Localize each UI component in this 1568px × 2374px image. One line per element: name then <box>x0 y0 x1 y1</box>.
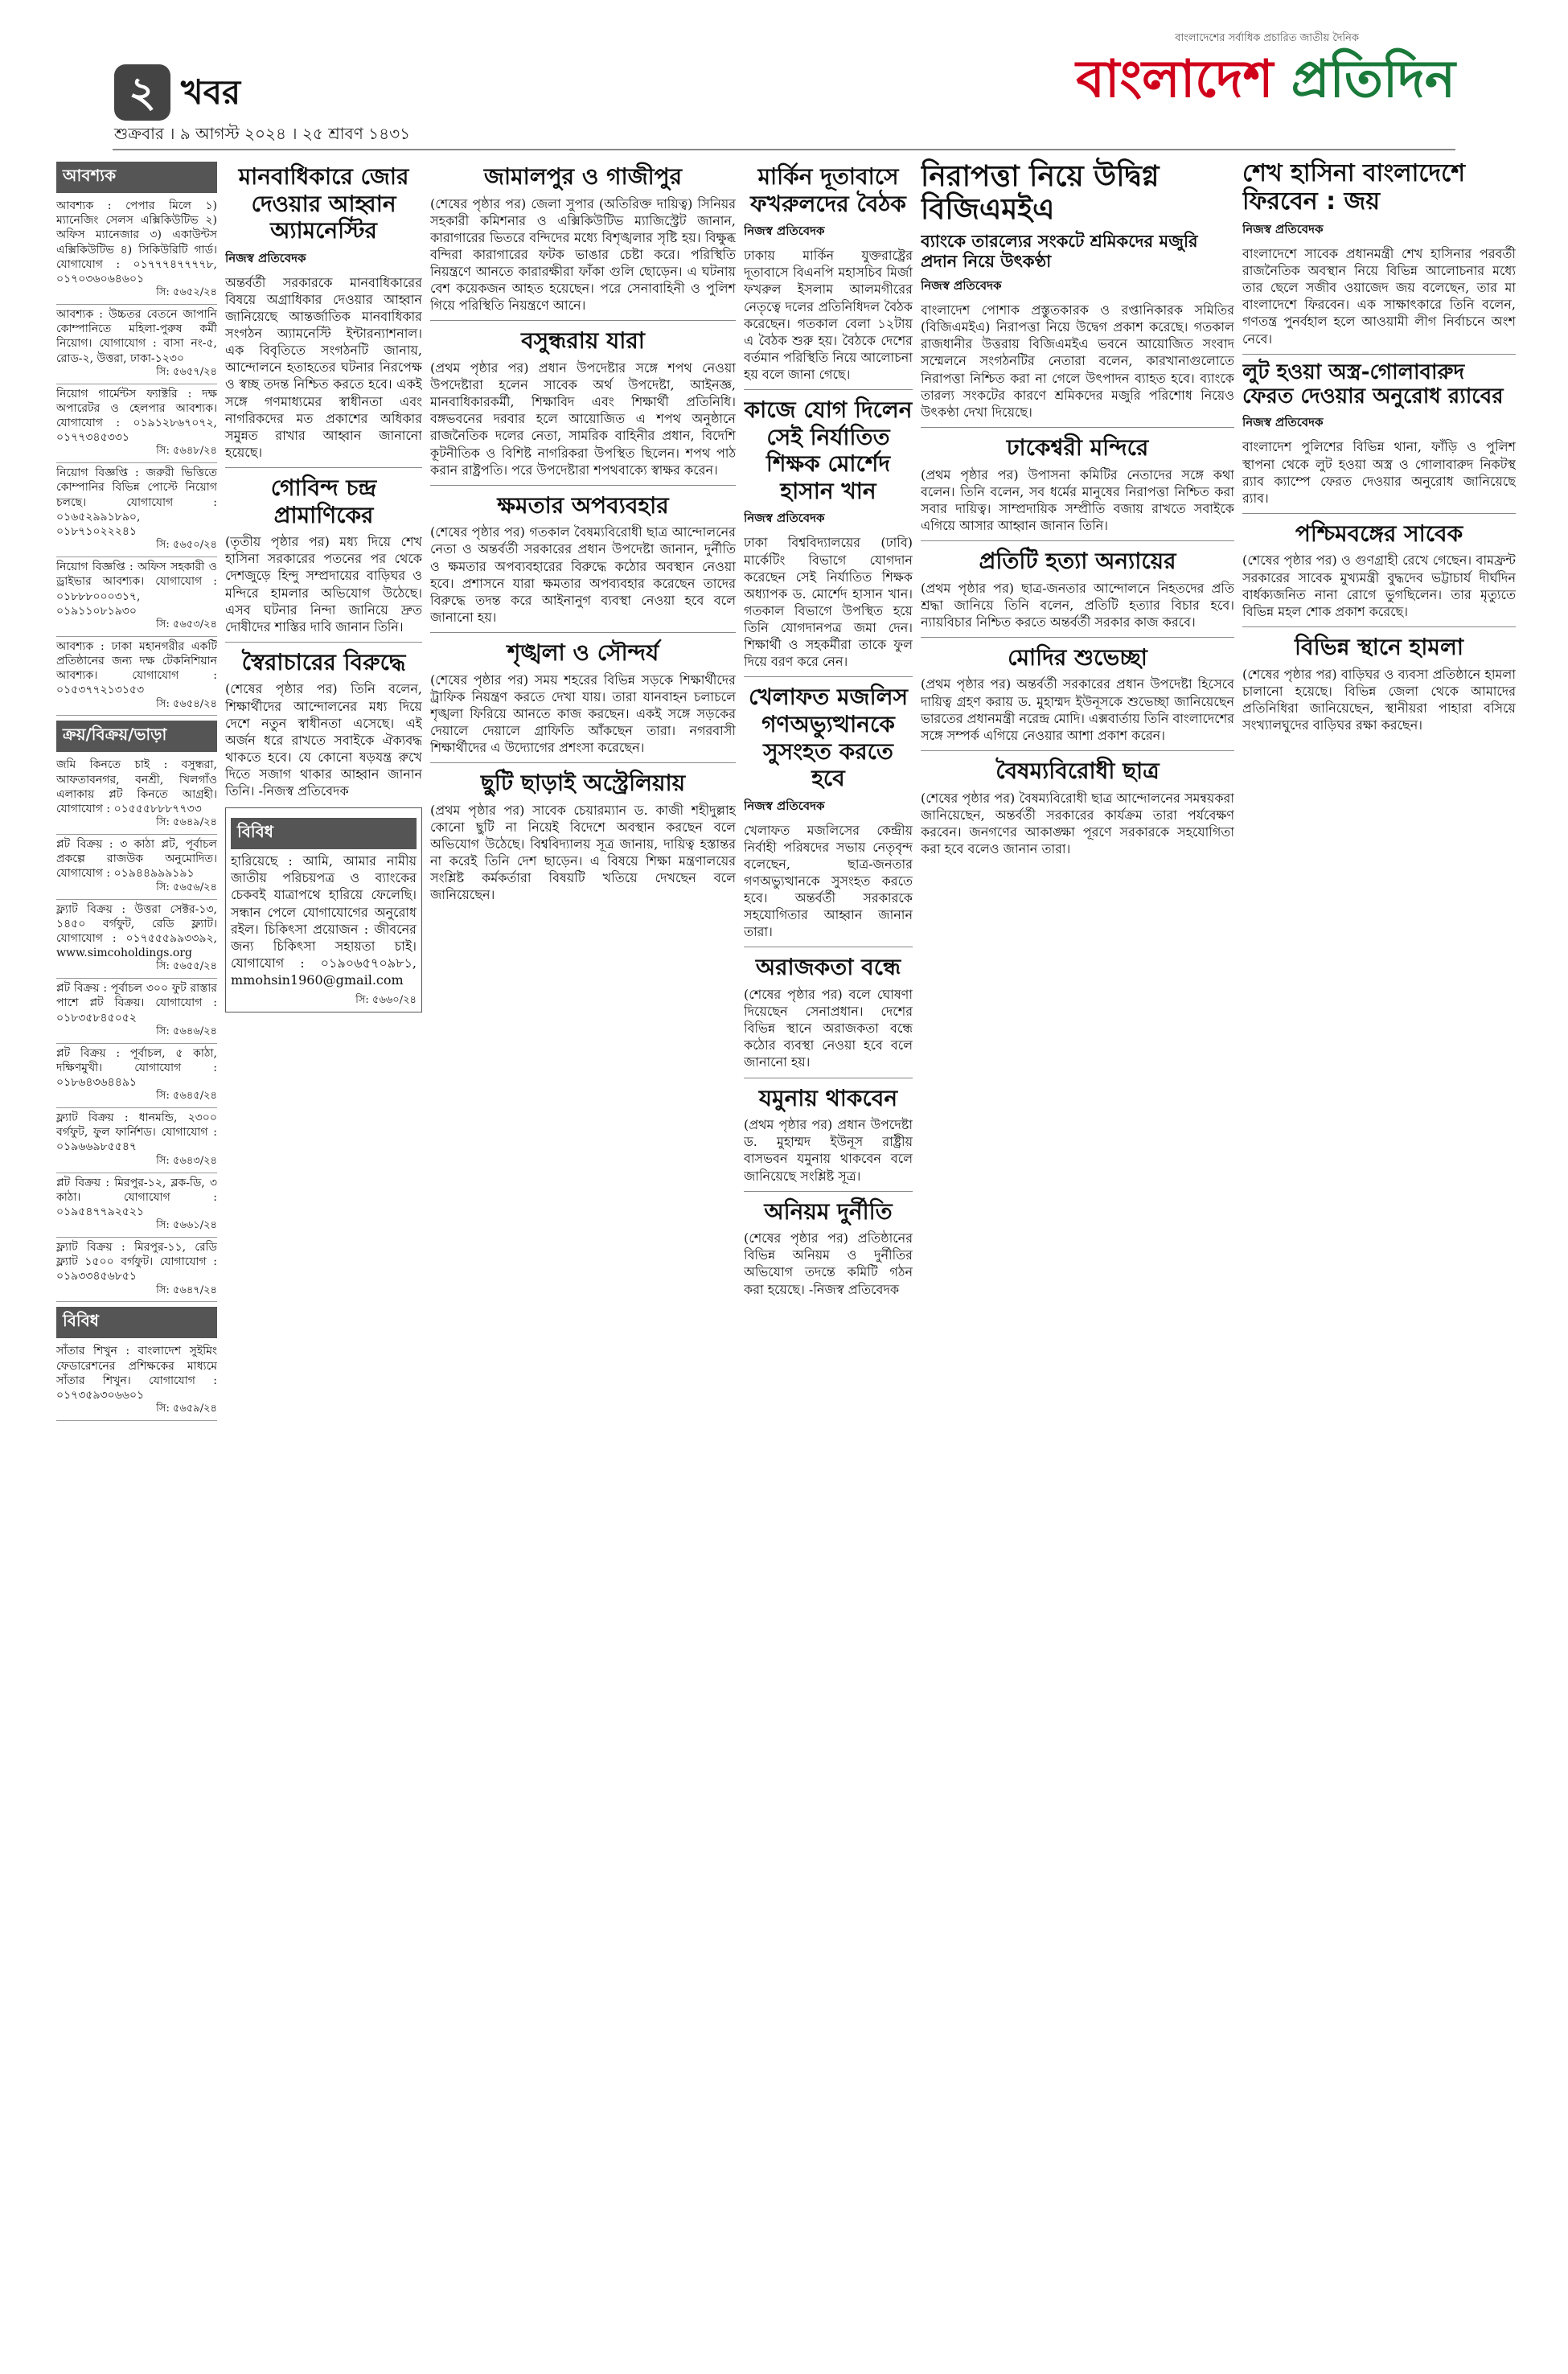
headline: বসুন্ধরায় যারা <box>521 327 645 355</box>
divider <box>921 540 1234 541</box>
classified-ad <box>56 557 217 637</box>
header-rule <box>113 149 1455 150</box>
article-body: ঢাকায় মার্কিন যুক্তরাষ্ট্রের দূতাবাসে বিএনপি মহাসচিব মির্জা ফখরুল ইসলাম আলমগীরের নেতৃত্বে দলের প্রতিনিধিদল বৈঠক করেছেন। গতকাল বেলা ১২টায় এ বৈঠক শুরু হয়। বৈঠকে দেশের বর্তমান পরিস্থিতি নিয়ে আলোচনা হয় বলে জানা গেছে। <box>744 248 913 382</box>
classifieds-column <box>56 157 217 2344</box>
article-body: (প্রথম পৃষ্ঠার পর) উপাসনা কমিটির নেতাদের সঙ্গে কথা বলেন। তিনি বলেন, সব ধর্মের মানুষের নিরাপত্তা নিশ্চিত করা সবার দায়িত্ব। সাম্প্রদায়িক সম্প্রীতি বজায় রাখতে সবাইকে এগিয়ে আসার আহ্বান জানান তিনি। <box>921 466 1234 533</box>
masthead-logo <box>1076 40 1455 126</box>
ad-number: সি: ৫৬৪৬/২৪ <box>156 1025 217 1037</box>
ad-text: আবশ্যক : পেপার মিলে ১) ম্যানেজিং সেলস এক্সিকিউটিভ ২) অফিস ম্যানেজার ৩) একাউন্টস এক্সিকিউটিভ ৪) সিকিউরিটি গার্ড। যোগাযোগ : ০১৭৭৭৪৭৭৭৭৮, ০১৭০৩৬০৬৪৬০১ <box>56 199 217 285</box>
ad-text: জমি কিনতে চাই : বসুন্ধরা, আফতাবনগর, বনশ্রী, খিলগাঁও এলাকায় প্লট কিনতে আগ্রহী। যোগাযোগ : ০১৫৫৫৮৮৮৭৭৩৩ <box>56 758 217 815</box>
ad-number: সি: ৫৬৫০/২৪ <box>156 539 217 552</box>
headline: অনিয়ম দুর্নীতি <box>764 1197 893 1225</box>
ad-text: ফ্ল্যাট বিক্রয় : মিরপুর-১১, রেডি ফ্ল্যাট ১৫০০ বর্গফুট। যোগাযোগ : ০১৯৩৩৪৫৬৮৫১ <box>56 1240 217 1284</box>
ad-number: সি: ৫৬৬০/২৪ <box>355 994 417 1007</box>
divider <box>744 1191 913 1192</box>
article-body: বাংলাদেশে সাবেক প্রধানমন্ত্রী শেখ হাসিনার পরবর্তী রাজনৈতিক অবস্থান নিয়ে বিভিন্ন আলোচনার মধ্যে তার ছেলে সজীব ওয়াজেদ জয় বলেছেন, তার মা বাংলাদেশে ফিরবেন। এক সাক্ষাৎকারে তিনি বলেন, গণতন্ত্র পুনর্বহাল হলে আওয়ামী লীগ নির্বাচনে অংশ নেবে। <box>1242 246 1516 347</box>
classified-head-jobs: আবশ্যক <box>56 162 217 193</box>
headline: যমুনায় থাকবেন <box>758 1084 898 1111</box>
byline: নিজস্ব প্রতিবেদক <box>225 250 306 265</box>
divider <box>1242 513 1516 514</box>
headline: ছুটি ছাড়াই অস্ট্রেলিয়ায় <box>480 770 686 797</box>
divider <box>921 750 1234 751</box>
classified-ad <box>56 979 217 1043</box>
ad-text: প্লট বিক্রয় : মিরপুর-১২, ব্লক-ডি, ৩ কাঠা। যোগাযোগ : ০১৯৫৪৭৭৯২৫২১ <box>56 1176 217 1218</box>
logo-part2: প্রতিদিন <box>1291 50 1455 109</box>
ad-number: সি: ৫৬৪৯/২৪ <box>156 816 217 829</box>
divider <box>1242 626 1516 627</box>
article-body: খেলাফত মজলিসের কেন্দ্রীয় নির্বাহী পরিষদের সভায় নেতৃবৃন্দ বলেছেন, ছাত্র-জনতার গণঅভ্যুত্থানকে সুসংহত করতে হবে। অন্তর্বর্তী সরকারকে সহযোগিতার আহ্বান জানান তারা। <box>744 822 913 940</box>
article-body: বাংলাদেশ পুলিশের বিভিন্ন থানা, ফাঁড়ি ও পুলিশ স্থাপনা থেকে লুট হওয়া অস্ত্র ও গোলাবারুদ নিকটস্থ র‌্যাব ক্যাম্পে ফেরত দেওয়ার অনুরোধ জানিয়েছে র‌্যাব। <box>1242 439 1516 506</box>
dateline: শুক্রবার । ৯ আগস্ট ২০২৪ । ২৫ শ্রাবণ ১৪৩১ <box>114 124 411 143</box>
ad-number: সি: ৫৬৫৬/২৪ <box>156 881 217 893</box>
article-body: (শেষের পৃষ্ঠার পর) ও গুণগ্রাহী রেখে গেছেন। বামফ্রন্ট সরকারের সাবেক মুখ্যমন্ত্রী বুদ্ধদেব ভট্টাচার্য দীর্ঘদিন বার্ধক্যজনিত নানা রোগে ভুগছিলেন। তার মৃত্যুতে বিভিন্ন মহল শোক প্রকাশ করেছে। <box>1242 552 1516 619</box>
misc-box <box>225 807 422 1012</box>
classified-ad <box>56 900 217 980</box>
classified-ad <box>56 1108 217 1173</box>
ad-number: সি: ৫৬৪৩/২৪ <box>156 1154 217 1167</box>
ad-number: সি: ৫৬৪৫/২৪ <box>156 1090 217 1103</box>
ad-text: আবশ্যক : ঢাকা মহানগরীর একটি প্রতিষ্ঠানের জন্য দক্ষ টেকনিশিয়ান আবশ্যক। যোগাযোগ : ০১৫৩৭৭২১৩১৫৩ <box>56 639 217 697</box>
byline: নিজস্ব প্রতিবেদক <box>1242 415 1324 430</box>
headline: ঢাকেশ্বরী মন্দিরে <box>1006 433 1149 461</box>
ad-text: আবশ্যক : উচ্চতর বেতনে জাপানি কোম্পানিতে মহিলা-পুরুষ কর্মী নিয়োগ। যোগাযোগ : বাসা নং-৫, রোড-২, উত্তরা, ঢাকা-১২৩০ <box>56 308 217 365</box>
classified-ad <box>56 1044 217 1108</box>
classified-ad <box>56 755 217 835</box>
headline: প্রতিটি হত্যা অন্যায়ের <box>979 547 1176 574</box>
article-body: (শেষের পৃষ্ঠার পর) প্রতিষ্ঠানের বিভিন্ন অনিয়ম ও দুর্নীতির অভিযোগ তদন্তে কমিটি গঠন করা হয়েছে। -নিজস্ব প্রতিবেদক <box>744 1230 913 1297</box>
article-body: (প্রথম পৃষ্ঠার পর) সাবেক চেয়ারম্যান ড. কাজী শহীদুল্লাহ কোনো ছুটি না নিয়েই বিদেশে অবস্থান করছেন বলে অভিযোগ উঠেছে। বিশ্ববিদ্যালয় সূত্র জানায়, দায়িত্ব হস্তান্তর না করেই তিনি দেশ ছাড়েন। এ বিষয়ে শিক্ষা মন্ত্রণালয়ের সংশ্লিষ্ট কর্মকর্তারা বিষয়টি খতিয়ে দেখছেন বলে জানিয়েছেন। <box>430 802 736 903</box>
page-number: ২ <box>114 64 170 121</box>
article-body: (শেষের পৃষ্ঠার পর) বাড়িঘর ও ব্যবসা প্রতিষ্ঠানে হামলা চালানো হয়েছে। বিভিন্ন জেলা থেকে আমাদের প্রতিনিধিরা জানিয়েছেন, স্থানীয়রা পাহারা বসিয়ে সংখ্যালঘুদের বাড়িঘর রক্ষা করছেন। <box>1242 666 1516 733</box>
lead-subheadline: ব্যাংকে তারল্যের সংকটে শ্রমিকদের মজুরি প্রদান নিয়ে উৎকণ্ঠা <box>921 231 1198 271</box>
article-body: বাংলাদেশ পোশাক প্রস্তুতকারক ও রপ্তানিকারক সমিতির (বিজিএমইএ) নিরাপত্তা নিয়ে উদ্বেগ প্রকাশ করেছে। গতকাল রাজধানীর উত্তরায় বিজিএমইএ ভবনে আয়োজিত সংবাদ সম্মেলনে সংগঠনটির নেতারা বলেন, কারখানাগুলোতে নিরাপত্তা নিশ্চিত করা না গেলে উৎপাদন ব্যাহত হবে। ব্যাংকে তারল্য সংকটের কারণে শ্রমিকদের মজুরি পরিশোধ নিয়েও উৎকণ্ঠা দেখা দিয়েছে। <box>921 302 1234 420</box>
divider <box>921 427 1234 428</box>
headline: বৈষম্যবিরোধী ছাত্র <box>995 757 1160 784</box>
classified-ad <box>56 305 217 384</box>
misc-box-text: হারিয়েছে : আমি, আমার নামীয় জাতীয় পরিচয়পত্র ও ব্যাংকের চেকবই যাত্রাপথে হারিয়ে ফেলেছি। সন্ধান পেলে যোগাযোগের অনুরোধ রইল। চিকিৎসা প্রয়োজন : জীবনের জন্য চিকিৎসা সহায়তা চাই। যোগাযোগ : ০১৯০৬৫৭০৯৮১, mmohsin1960@gmail.com <box>231 853 417 988</box>
ad-text: প্লট বিক্রয় : ৩ কাঠা প্লট, পূর্বাচল প্রকল্পে রাজউক অনুমোদিত। যোগাযোগ : ০১৯৪৪৯৯৯১৯১ <box>56 838 217 881</box>
classified-ad <box>56 1341 217 1421</box>
divider <box>430 485 736 486</box>
ad-number: সি: ৫৬৫৯/২৪ <box>156 1403 217 1415</box>
column-5 <box>921 157 1234 2344</box>
article-body: (প্রথম পৃষ্ঠার পর) প্রধান উপদেষ্টা ড. মুহাম্মদ ইউনূস রাষ্ট্রীয় বাসভবন যমুনায় থাকবেন বলে জানিয়েছে সংশ্লিষ্ট সূত্র। <box>744 1117 913 1184</box>
ad-number: সি: ৫৬৪৭/২৪ <box>156 1284 217 1296</box>
ad-number: সি: ৫৬৫৭/২৪ <box>156 365 217 378</box>
classified-ad <box>56 1173 217 1238</box>
headline: মার্কিন দূতাবাসে ফখরুলদের বৈঠক <box>750 163 906 217</box>
headline: কাজে যোগ দিলেন সেই নির্যাতিত শিক্ষক মোর্শেদ হাসান খান <box>744 396 913 504</box>
headline: শেখ হাসিনা বাংলাদেশে ফিরবেন : জয় <box>1242 159 1465 216</box>
classified-head-misc: বিবিধ <box>56 1307 217 1338</box>
divider <box>921 637 1234 638</box>
article-body: (তৃতীয় পৃষ্ঠার পর) মধ্য দিয়ে শেখ হাসিনা সরকারের পতনের পর থেকে দেশজুড়ে হিন্দু সম্প্রদায়ের বাড়িঘর ও মন্দিরে হামলার অভিযোগ উঠেছে। এসব ঘটনার নিন্দা জানিয়ে দ্রুত দোষীদের শাস্তির দাবি জানান তিনি। <box>225 534 422 635</box>
article-body: ঢাকা বিশ্ববিদ্যালয়ের (ঢাবি) মার্কেটিং বিভাগে যোগদান করেছেন সেই নির্যাতিত শিক্ষক অধ্যাপক ড. মোর্শেদ হাসান খান। গতকাল বিভাগে উপস্থিত হয়ে তিনি যোগদানপত্র জমা দেন। শিক্ষার্থী ও সহকর্মীরা তাকে ফুল দিয়ে বরণ করে নেন। <box>744 535 913 670</box>
ad-number: সি: ৫৬৫৩/২৪ <box>156 618 217 630</box>
column-6 <box>1242 157 1516 2344</box>
classified-ad <box>56 196 217 305</box>
ad-text: প্লট বিক্রয় : পূর্বাচল ৩০০ ফুট রাস্তার পাশে প্লট বিক্রয়। যোগাযোগ : ০১৮৩৫৮৪৫০৫২ <box>56 982 217 1025</box>
ad-text: ফ্ল্যাট বিক্রয় : ধানমন্ডি, ২৩০০ বর্গফুট, ফুল ফার্নিশড। যোগাযোগ : ০১৯৬৬৯৮৫৫৪৭ <box>56 1111 217 1154</box>
classified-ad <box>56 384 217 464</box>
headline: ক্ষমতার অপব্যবহার <box>497 491 669 519</box>
headline: মোদির শুভেচ্ছা <box>1008 643 1147 671</box>
classified-ad <box>56 637 217 717</box>
headline: জামালপুর ও গাজীপুর <box>483 163 683 190</box>
divider <box>430 762 736 763</box>
article-body: (প্রথম পৃষ্ঠার পর) অন্তর্বর্তী সরকারের প্রধান উপদেষ্টা হিসেবে দায়িত্ব গ্রহণ করায় ড. মুহাম্মদ ইউনূসকে শুভেচ্ছা জানিয়েছেন ভারতের প্রধানমন্ত্রী নরেন্দ্র মোদি। এক্সবার্তায় তিনি বাংলাদেশের সঙ্গে সম্পর্ক এগিয়ে নেওয়ার আশা প্রকাশ করেন। <box>921 676 1234 743</box>
lead-headline: নিরাপত্তা নিয়ে উদ্বিগ্ন বিজিএমইএ <box>921 160 1160 227</box>
classified-ad <box>56 463 217 557</box>
headline: শৃঙ্খলা ও সৌন্দর্য <box>507 639 659 666</box>
article-body: (শেষের পৃষ্ঠার পর) গতকাল বৈষম্যবিরোধী ছাত্র আন্দোলনের নেতা ও অন্তর্বর্তী সরকারের প্রধান উপদেষ্টা জানান, দুর্নীতি ও ক্ষমতার অপব্যবহারের বিরুদ্ধে কঠোর অবস্থান নেওয়া হবে। প্রশাসনে যারা ক্ষমতার অপব্যবহার করেছেন তাদের বিরুদ্ধে তদন্ত করে আইনানুগ ব্যবস্থা নেওয়া হবে বলে জানানো হয়। <box>430 524 736 625</box>
classified-ad <box>56 1238 217 1302</box>
ad-text: ফ্ল্যাট বিক্রয় : উত্তরা সেক্টর-১৩, ১৪৫০ বর্গফুট, রেডি ফ্ল্যাট। যোগাযোগ : ০১৭৫৫৫৯৯৩৩৯২, www.simcoholdings.org <box>56 902 217 960</box>
masthead-tagline: বাংলাদেশের সর্বাধিক প্রচারিত জাতীয় দৈনিক <box>1175 32 1359 44</box>
article-body: (প্রথম পৃষ্ঠার পর) ছাত্র-জনতার আন্দোলনে নিহতদের প্রতি শ্রদ্ধা জানিয়ে তিনি বলেন, প্রতিটি হত্যার বিচার হবে। ন্যায়বিচার নিশ্চিত করতে অন্তর্বর্তী সরকার কাজ করবে। <box>921 580 1234 630</box>
ad-number: সি: ৫৬৪৮/২৪ <box>156 445 217 458</box>
divider <box>430 320 736 321</box>
divider <box>225 642 422 643</box>
article-body: অন্তর্বর্তী সরকারকে মানবাধিকারের বিষয়ে অগ্রাধিকার দেওয়ার আহ্বান জানিয়েছে আন্তর্জাতিক মানবাধিকার সংগঠন অ্যামনেস্টি ইন্টারন্যাশনাল। এক বিবৃতিতে সংগঠনটি জানায়, আন্দোলনে হতাহতের ঘটনার নিরপেক্ষ ও স্বচ্ছ তদন্ত নিশ্চিত করতে হবে। একই সঙ্গে গণমাধ্যমের স্বাধীনতা এবং নাগরিকদের মত প্রকাশের অধিকার সমুন্নত রাখার আহ্বান জানানো হয়েছে। <box>225 274 422 460</box>
headline: বিভিন্ন স্থানে হামলা <box>1295 633 1463 660</box>
byline: নিজস্ব প্রতিবেদক <box>1242 222 1324 236</box>
column-2 <box>225 157 422 2344</box>
article-body: (শেষের পৃষ্ঠার পর) সময় শহরের বিভিন্ন সড়কে শিক্ষার্থীদের ট্রাফিক নিয়ন্ত্রণ করতে দেখা যায়। তারা যানবাহন চলাচলে শৃঙ্খলা ফিরিয়ে আনতে কাজ করছেন। একই সঙ্গে সড়কের দেয়ালে দেয়ালে গ্রাফিতি আঁকছেন তারা। নগরবাসী শিক্ষার্থীদের এ উদ্যোগের প্রশংসা করেছেন। <box>430 672 736 755</box>
section-title: খবর <box>181 72 241 112</box>
ad-text: প্লট বিক্রয় : পূর্বাচল, ৫ কাঠা, দক্ষিণমুখী। যোগাযোগ : ০১৮৬৪৩৬৪৪৯১ <box>56 1046 217 1089</box>
ad-number: সি: ৫৬৫৫/২৪ <box>156 960 217 973</box>
ad-text: নিয়োগ গার্মেন্টস ফ্যাক্টরি : দক্ষ অপারেটর ও হেলপার আবশ্যক। যোগাযোগ : ০১৯১২৮৬৭০৭২, ০১৭৭৩৪৫৩৩১ <box>56 387 217 445</box>
headline: লুট হওয়া অস্ত্র-গোলাবারুদ ফেরত দেওয়ার অনুরোধ র‌্যাবের <box>1242 359 1504 409</box>
headline: পশ্চিমবঙ্গের সাবেক <box>1295 520 1463 547</box>
headline: অরাজকতা বন্ধে <box>755 954 901 981</box>
headline: মানবাধিকারে জোর দেওয়ার আহ্বান অ্যামনেস্টির <box>238 163 409 244</box>
divider <box>225 467 422 468</box>
byline: নিজস্ব প্রতিবেদক <box>921 278 1002 294</box>
ad-list-jobs <box>56 196 217 716</box>
article-body: (শেষের পৃষ্ঠার পর) জেলা সুপার (অতিরিক্ত দায়িত্ব) সিনিয়র সহকারী কমিশনার ও এক্সিকিউটিভ ম্যাজিস্ট্রেট জানান, কারাগারের ভিতরে বন্দিদের মধ্যে বিশৃঙ্খলার সৃষ্টি হয়। বিক্ষুব্ধ বন্দিরা কারাগারের ফটক ভাঙার চেষ্টা করে। পরিস্থিতি নিয়ন্ত্রণে আনতে কারারক্ষীরা ফাঁকা গুলি ছোড়েন। এ ঘটনায় বেশ কয়েকজন আহত হয়েছেন। পরে সেনাবাহিনী ও পুলিশ গিয়ে পরিস্থিতি নিয়ন্ত্রণে আনে। <box>430 195 736 314</box>
page-header <box>0 0 1568 143</box>
article-body: (প্রথম পৃষ্ঠার পর) প্রধান উপদেষ্টার সঙ্গে শপথ নেওয়া উপদেষ্টারা হলেন সাবেক অর্থ উপদেষ্টা, আইনজ্ঞ, মানবাধিকারকর্মী, শিক্ষাবিদ এবং শিক্ষার্থী প্রতিনিধি। বঙ্গভবনের দরবার হলে আয়োজিত এ শপথ অনুষ্ঠানে রাজনৈতিক দলের নেতা, সামরিক বাহিনীর প্রধান, বিদেশি কূটনীতিক ও বিশিষ্ট নাগরিকরা উপস্থিত ছিলেন। শপথ পাঠ করান রাষ্ট্রপতি। পরে উপদেষ্টারা শপথবাক্যে স্বাক্ষর করেন। <box>430 359 736 478</box>
classified-ad <box>56 835 217 899</box>
byline: নিজস্ব প্রতিবেদক <box>744 798 825 813</box>
ad-list-sale <box>56 755 217 1302</box>
column-4 <box>744 157 913 2344</box>
headline: স্বৈরাচারের বিরুদ্ধে <box>241 648 406 676</box>
divider <box>744 389 913 390</box>
ad-number: সি: ৫৬৬১/২৪ <box>156 1219 217 1232</box>
divider <box>1242 354 1516 355</box>
misc-box-head: বিবিধ <box>231 818 417 849</box>
byline: নিজস্ব প্রতিবেদক <box>744 511 825 526</box>
ad-number: সি: ৫৬৫২/২৪ <box>156 286 217 299</box>
ad-number: সি: ৫৬৫৪/২৪ <box>156 697 217 710</box>
article-body: (শেষের পৃষ্ঠার পর) বৈষম্যবিরোধী ছাত্র আন্দোলনের সমন্বয়করা জানিয়েছেন, অন্তর্বর্তী সরকারের কার্যক্রম তারা পর্যবেক্ষণ করবেন। জনগণের আকাঙ্ক্ষা পূরণে সরকারকে সহযোগিতা করা হবে বলেও জানান তারা। <box>921 790 1234 856</box>
headline: খেলাফত মজলিস গণঅভ্যুত্থানকে সুসংহত করতে হবে <box>749 684 908 792</box>
byline: নিজস্ব প্রতিবেদক <box>744 224 825 239</box>
classified-head-sale: ক্রয়/বিক্রয়/ভাড়া <box>56 721 217 752</box>
ad-text: সাঁতার শিখুন : বাংলাদেশ সুইমিং ফেডারেশনের প্রশিক্ষকের মাধ্যমে সাঁতার শিখুন। যোগাযোগ : ০১৭৩৫৯৩০৬৬০১ <box>56 1345 217 1402</box>
logo-part1: বাংলাদেশ <box>1076 50 1291 109</box>
article-body: (শেষের পৃষ্ঠার পর) বলে ঘোষণা দিয়েছেন সেনাপ্রধান। দেশের বিভিন্ন স্থানে অরাজকতা বন্ধে কঠোর ব্যবস্থা নেওয়া হবে বলে জানানো হয়। <box>744 987 913 1070</box>
divider <box>430 632 736 633</box>
ad-text: নিয়োগ বিজ্ঞপ্তি : অফিস সহকারী ও ড্রাইভার আবশ্যক। যোগাযোগ : ০১৮৮৮০০০৩১৭, ০১৯১১০৮১৯৩০ <box>56 561 217 618</box>
article-body: (শেষের পৃষ্ঠার পর) তিনি বলেন, শিক্ষার্থীদের আন্দোলনের মধ্য দিয়ে দেশে নতুন স্বাধীনতা এসেছে। এই অর্জন ধরে রাখতে সবাইকে ঐক্যবদ্ধ থাকতে হবে। যে কোনো ষড়যন্ত্র রুখে দিতে সজাগ থাকার আহ্বান জানান তিনি। -নিজস্ব প্রতিবেদক <box>225 681 422 799</box>
headline: গোবিন্দ চন্দ্র প্রামাণিকের <box>270 474 377 528</box>
ad-text: নিয়োগ বিজ্ঞপ্তি : জরুরী ভিত্তিতে কোম্পানির বিভিন্ন পোস্টে নিয়োগ চলছে। যোগাযোগ : ০১৬৫২৯৯১৮৯০, ০১৮৭১০২২২৪১ <box>56 466 217 539</box>
column-3 <box>430 157 736 2344</box>
divider <box>744 676 913 677</box>
